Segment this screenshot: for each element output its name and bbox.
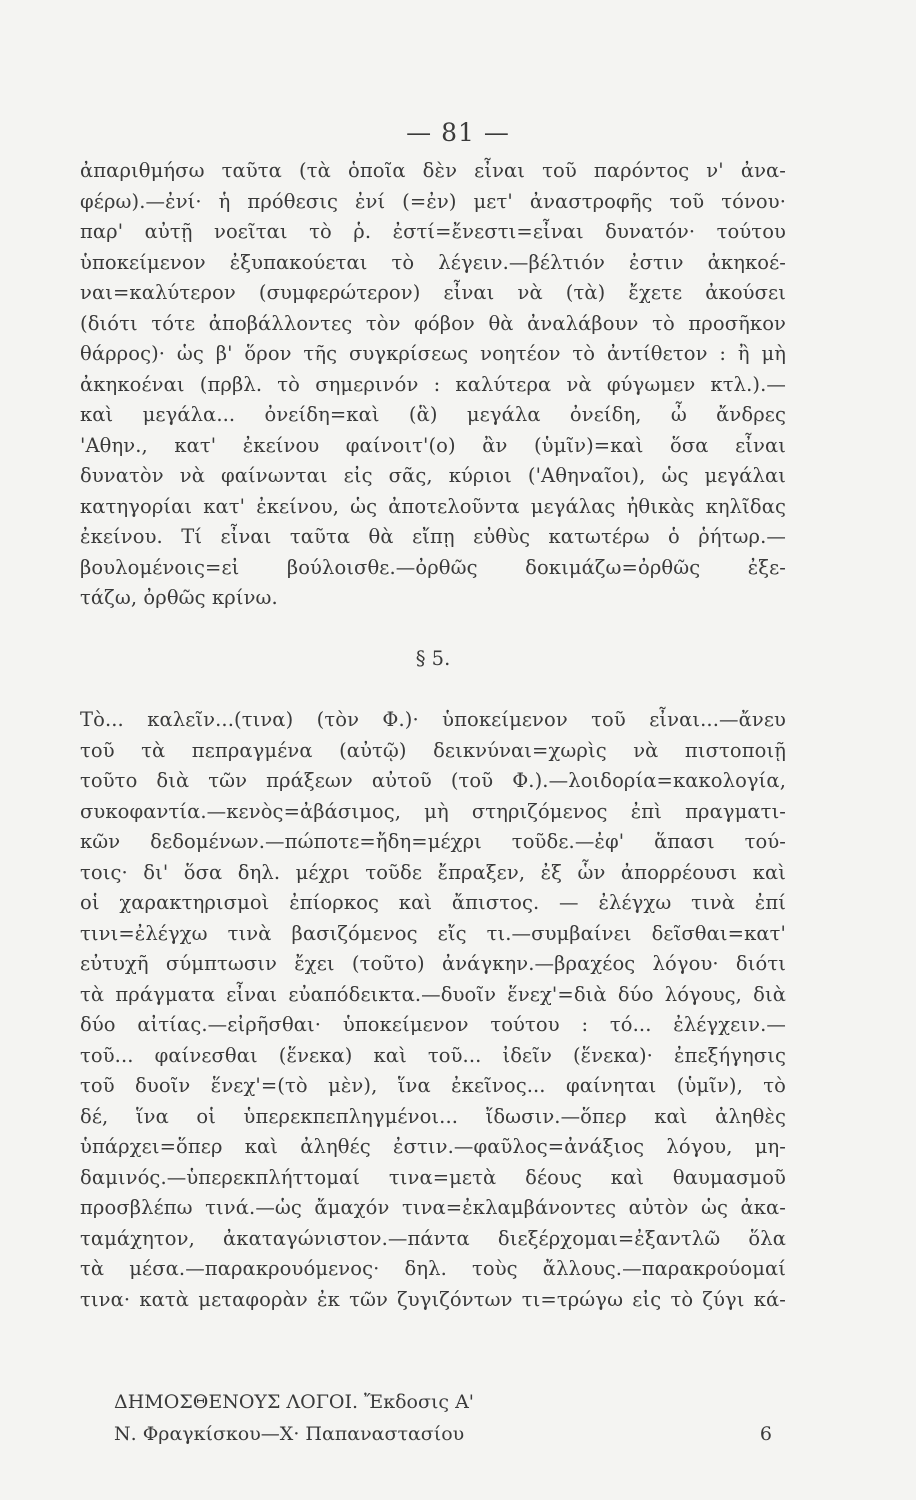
text-line: ὑπάρχει=ὅπερ καὶ ἀληθές ἐστιν.—φαῦλος=ἀνάξιος λόγου, μη- — [80, 1135, 786, 1158]
text-line: τοῦ δυοῖν ἕνεχ'=(τὸ μὲν), ἵνα ἐκεῖνος... φαίνηται (ὑμῖν), τὸ — [80, 1074, 786, 1097]
text-line: ἐκείνου. Τί εἶναι ταῦτα θὰ εἴπῃ εὐθὺς κατωτέρω ὁ ῥήτωρ.— — [80, 525, 786, 548]
text-line: τοῦτο διὰ τῶν πράξεων αὐτοῦ (τοῦ Φ.).—λοιδορία=κακολογία, — [80, 769, 786, 792]
commentary-text — [80, 156, 786, 1315]
text-line: 'Αθην., κατ' ἐκείνου φαίνοιτ'(ο) ἂν (ὑμῖν)=καὶ ὅσα εἶναι — [80, 433, 786, 457]
text-line: τινα· κατὰ μεταφορὰν ἐκ τῶν ζυγιζόντων τι=τρώγω εἰς τὸ ζύγι κά- — [80, 1287, 786, 1311]
text-line: οἱ χαρακτηρισμοὶ ἐπίορκος καὶ ἄπιστος. — ἐλέγχω τινὰ ἐπί — [80, 891, 786, 914]
text-line: ὑποκείμενον ἐξυπακούεται τὸ λέγειν.—βέλτιόν ἐστιν ἀκηκοέ- — [80, 250, 786, 274]
footer-publisher-row — [114, 1418, 790, 1450]
text-line: τὰ μέσα.—παρακρουόμενος· δηλ. τοὺς ἄλλους.—παρακρούομαί — [80, 1257, 786, 1280]
text-line: ταμάχητον, ἀκαταγώνιστον.—πάντα διεξέρχομαι=ἐξαντλῶ ὅλα — [80, 1226, 786, 1250]
text-line: κῶν δεδομένων.—πώποτε=ἤδη=μέχρι τοῦδε.—ἐφ' ἅπασι τού- — [80, 830, 786, 853]
text-line: βουλομένοις=εἰ βούλοισθε.—ὀρθῶς δοκιμάζω=ὀρθῶς ἐξε- — [80, 555, 786, 579]
text-line: τὰ πράγματα εἶναι εὐαπόδεικτα.—δυοῖν ἕνεχ'=διὰ δύο λόγους, διὰ — [80, 982, 786, 1006]
section-heading: § 5. — [415, 647, 451, 670]
text-line: δέ, ἵνα οἱ ὑπερεκπεπληγμένοι... ἴδωσιν.—ὅπερ καὶ ἀληθὲς — [80, 1104, 786, 1128]
text-line: τοις· δι' ὅσα δηλ. μέχρι τοῦδε ἔπραξεν, ἐξ ὧν ἀπορρέουσι καὶ — [80, 860, 786, 884]
text-line: θάρρος)· ὡς β' ὅρον τῆς συγκρίσεως νοητέον τὸ ἀντίθετον : ἢ μὴ — [80, 342, 786, 365]
text-line: τοῦ... φαίνεσθαι (ἕνεκα) καὶ τοῦ... ἰδεῖν (ἕνεκα)· ἐπεξήγησις — [80, 1043, 786, 1067]
text-line: φέρω).—ἐνί· ἡ πρόθεσις ἐνί (=ἐν) μετ' ἀναστροφῆς τοῦ τόνου· — [80, 189, 786, 213]
text-line: συκοφαντία.—κενὸς=ἀβάσιμος, μὴ στηριζόμενος ἐπὶ πραγματι- — [80, 799, 786, 823]
text-line: κατηγορίαι κατ' ἐκείνου, ὡς ἀποτελοῦντα μεγάλας ἠθικὰς κηλῖδας — [80, 494, 786, 518]
page-number: — 81 — — [406, 118, 510, 147]
sheet-number: 6 — [759, 1423, 772, 1445]
text-line: ἀπαριθμήσω ταῦτα (τὰ ὁποῖα δὲν εἶναι τοῦ παρόντος ν' ἀνα- — [80, 159, 786, 182]
text-line: τοῦ τὰ πεπραγμένα (αὐτῷ) δεικνύναι=χωρὶς νὰ πιστοποιῇ — [80, 738, 786, 762]
text-line: Τὸ... καλεῖν...(τινα) (τὸν Φ.)· ὑποκείμενον τοῦ εἶναι...—ἄνευ — [80, 708, 786, 731]
text-line: ἀκηκοέναι (πρβλ. τὸ σημερινόν : καλύτερα νὰ φύγωμεν κτλ.).— — [80, 372, 786, 396]
text-line: δύο αἰτίας.—εἰρῆσθαι· ὑποκείμενον τούτου : τό... ἐλέγχειν.— — [80, 1013, 786, 1036]
text-line: δαμινός.—ὑπερεκπλήττομαί τινα=μετὰ δέους καὶ θαυμασμοῦ — [80, 1165, 786, 1189]
page-footer — [114, 1386, 790, 1450]
footer-publisher: Ν. Φραγκίσκου—Χ· Παπαναστασίου — [114, 1423, 465, 1445]
text-line: ναι=καλύτερον (συμφερώτερον) εἶναι νὰ (τὰ) ἔχετε ἀκούσει — [80, 281, 786, 304]
footer-title: ΔΗΜΟΣΘΕΝΟΥΣ ΛΟΓΟΙ. Ἔκδοσις Α' — [114, 1391, 475, 1413]
text-line: τάζω, ὀρθῶς κρίνω. — [80, 586, 278, 609]
text-line: καὶ μεγάλα... ὀνείδη=καὶ (ἃ) μεγάλα ὀνείδη, ὦ ἄνδρες — [80, 403, 786, 426]
text-line: (διότι τότε ἀποβάλλοντες τὸν φόβον θὰ ἀναλάβουν τὸ προσῆκον — [80, 311, 786, 335]
text-line: παρ' αὐτῇ νοεῖται τὸ ῥ. ἐστί=ἔνεστι=εἶναι δυνατόν· τούτου — [80, 220, 786, 243]
text-line: προσβλέπω τινά.—ὡς ἄμαχόν τινα=ἐκλαμβάνοντες αὐτὸν ὡς ἀκα- — [80, 1196, 786, 1219]
text-line: δυνατὸν νὰ φαίνωνται εἰς σᾶς, κύριοι ('Αθηναῖοι), ὡς μεγάλαι — [80, 464, 786, 487]
text-line: εὐτυχῆ σύμπτωσιν ἔχει (τοῦτο) ἀνάγκην.—βραχέος λόγου· διότι — [80, 952, 786, 975]
text-line: τινι=ἐλέγχω τινὰ βασιζόμενος εἴς τι.—συμβαίνει δεῖσθαι=κατ' — [80, 921, 786, 945]
